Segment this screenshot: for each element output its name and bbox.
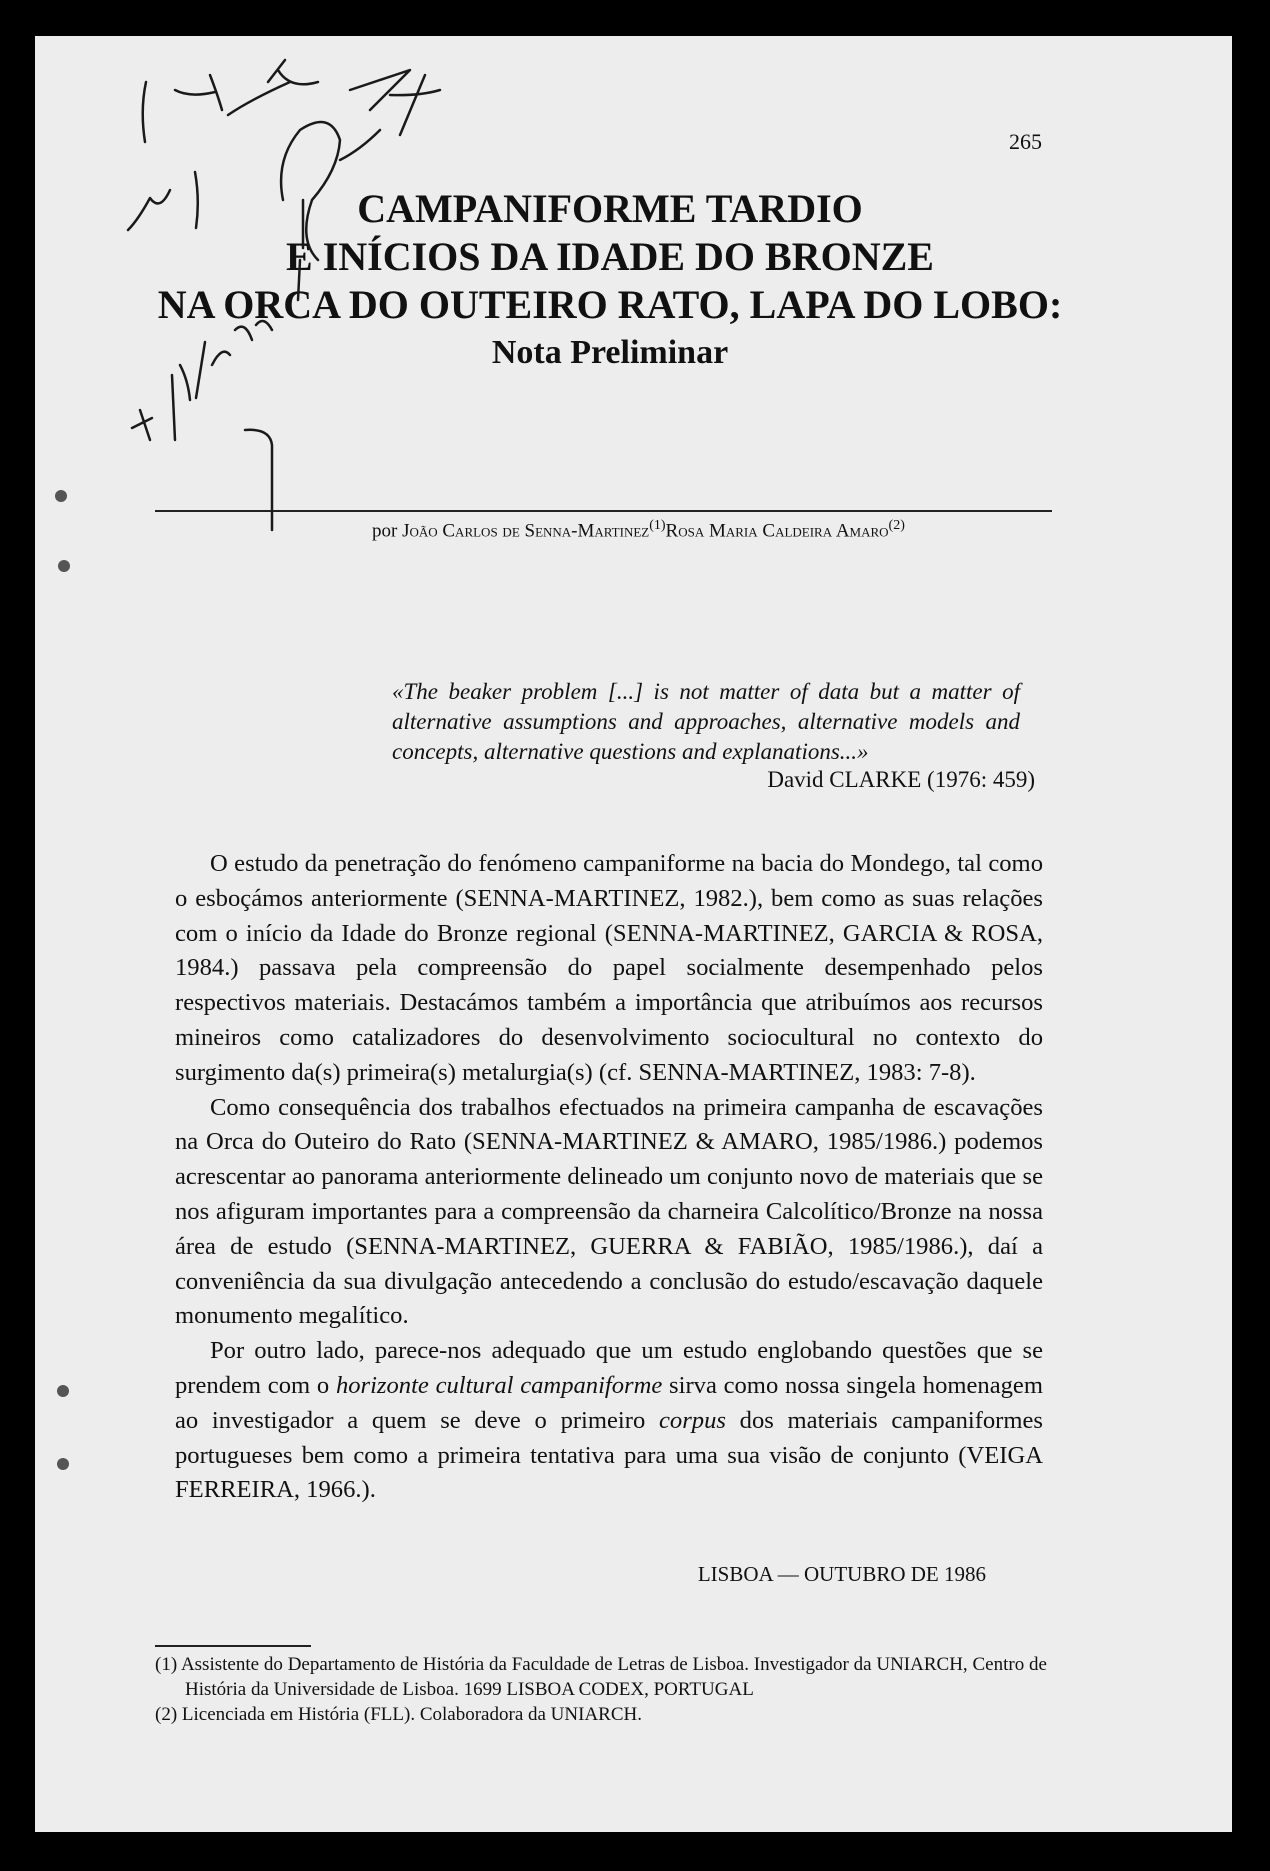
byline — [372, 518, 905, 542]
title-line-1: CAMPANIFORME TARDIO — [357, 186, 863, 231]
page-number: 265 — [1009, 129, 1042, 154]
author-2-note: (2) — [888, 518, 905, 533]
author-1-note: (1) — [649, 518, 666, 533]
article-title — [130, 185, 1090, 377]
footnote-divider — [155, 1645, 311, 1647]
paragraph-3-part-2: sirva como nossa singela homenagem ao investigador a quem se deve o primeiro — [175, 1371, 1043, 1434]
title-divider — [155, 510, 1052, 512]
body-text — [175, 847, 1043, 1508]
paragraph-3-emphasis-1: horizonte cultural campaniforme — [335, 1371, 663, 1399]
epigraph-source: David CLARKE (1976: 459) — [767, 767, 1035, 792]
author-2: Rosa Maria Caldeira Amaro — [665, 520, 889, 542]
author-1: João Carlos de Senna-Martinez — [402, 520, 650, 542]
paragraph-3-part-1: Por outro lado, parece-nos adequado que um estudo englobando questões que se prendem com o — [175, 1337, 1043, 1399]
footnote-1: (1) Assistente do Departamento de História da Faculdade de Letras de Lisboa. Investigador da UNIARCH, Centro de História da Universidade de Lisboa. 1699 LISBOA CODEX, PORTUGAL — [155, 1654, 1047, 1700]
paragraph-3-part-3: dos materiais campaniformes portugueses bem como a primeira tentativa para uma sua visão de conjunto (VEIGA FERREIRA, 1966.). — [175, 1406, 1043, 1504]
footnote-2: (2) Licenciada em História (FLL). Colaboradora da UNIARCH. — [155, 1704, 642, 1725]
paragraph-3 — [175, 1334, 1043, 1508]
article-subtitle: Nota Preliminar — [491, 334, 729, 371]
title-line-3: NA ORCA DO OUTEIRO RATO, LAPA DO LOBO: — [157, 282, 1063, 327]
paragraph-1: O estudo da penetração do fenómeno campaniforme na bacia do Mondego, tal como o esboçámos anteriormente (SENNA-MARTINEZ, 1982.), bem como as suas relações com o início da Idade do Bronze regional (SENNA-MARTINEZ, GARCIA & ROSA, 1984.) passava pela compreensão do papel socialmente desempenhado pelos respectivos materiais. Destacámos também a importância que atribuímos aos recursos mineiros como catalizadores do desenvolvimento sociocultural no contexto do surgimento da(s) primeira(s) metalurgia(s) (cf. SENNA-MARTINEZ, 1983: 7-8). — [175, 850, 1043, 1086]
punch-hole — [57, 1458, 69, 1470]
place-date: LISBOA — OUTUBRO DE 1986 — [697, 1562, 986, 1586]
byline-prefix: por — [372, 520, 398, 542]
epigraph-quote: «The beaker problem [...] is not matter of data but a matter of alternative assumptions and approaches, alternative models and concepts, alternative questions and explanations...» — [392, 679, 1020, 764]
footnotes — [155, 1652, 1047, 1727]
punch-hole — [55, 490, 67, 502]
paragraph-3-emphasis-2: corpus — [658, 1406, 726, 1434]
punch-hole — [57, 1385, 69, 1397]
paragraph-2: Como consequência dos trabalhos efectuados na primeira campanha de escavações na Orca do Outeiro do Rato (SENNA-MARTINEZ & AMARO, 1985/1986.) podemos acrescentar ao panorama anteriormente delineado um conjunto novo de materiais que se nos afiguram importantes para a compreensão da charneira Calcolítico/Bronze na nossa área de estudo (SENNA-MARTINEZ, GUERRA & FABIÃO, 1985/1986.), daí a conveniência da sua divulgação antecedendo a conclusão do estudo/escavação daquele monumento megalítico. — [175, 1093, 1043, 1330]
punch-hole — [58, 560, 70, 572]
title-line-2: E INÍCIOS DA IDADE DO BRONZE — [286, 234, 934, 279]
